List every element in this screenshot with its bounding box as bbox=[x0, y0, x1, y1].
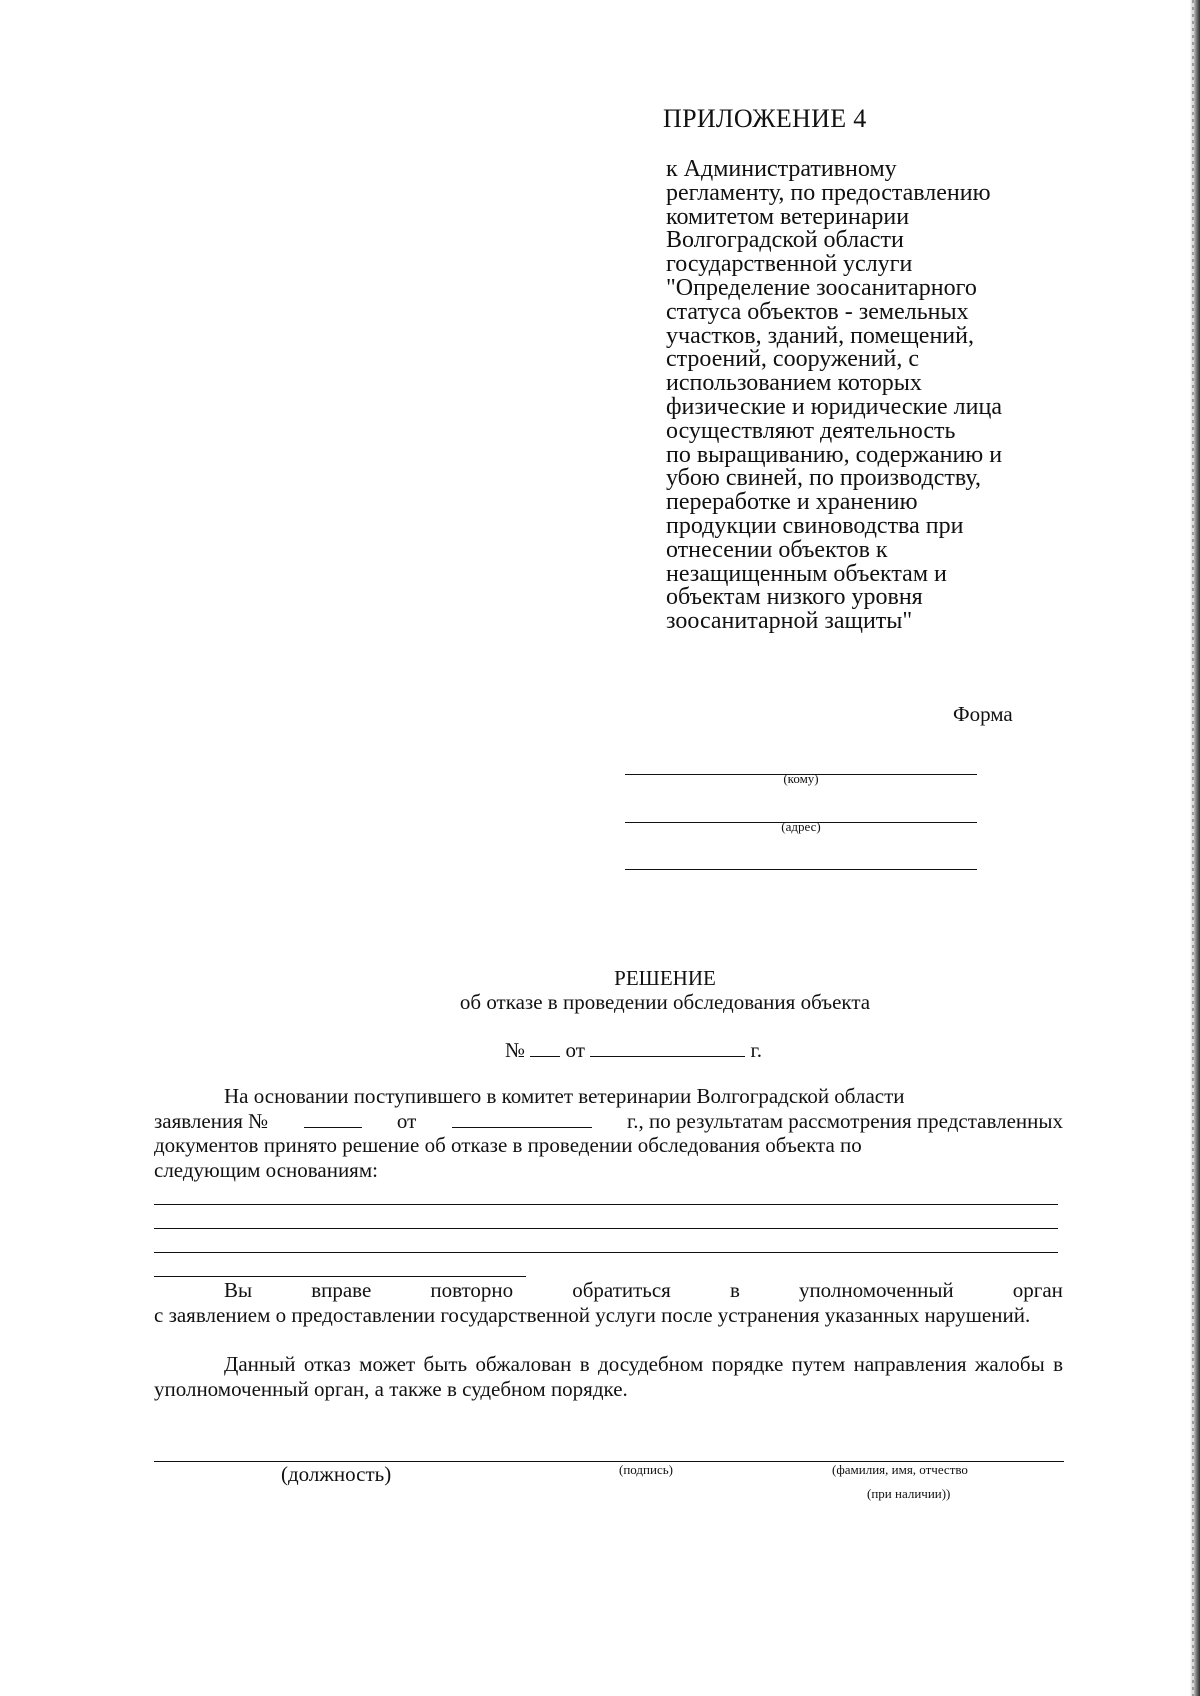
application-number-label: заявления № bbox=[154, 1108, 269, 1133]
decision-title: РЕШЕНИЕ bbox=[614, 966, 716, 990]
application-line-rest: г., по результатам рассмотрения представленных bbox=[627, 1108, 1063, 1133]
appendix-line: к Административному bbox=[666, 156, 897, 182]
decision-date-blank[interactable] bbox=[590, 1038, 745, 1057]
recipient-address-line-2[interactable] bbox=[625, 869, 977, 870]
appendix-line: Волгоградской области bbox=[666, 227, 904, 254]
appendix-description bbox=[666, 158, 1086, 634]
application-date-from: от bbox=[396, 1108, 417, 1133]
appendix-line: переработке и хранению bbox=[666, 489, 918, 516]
word: повторно bbox=[430, 1278, 514, 1302]
word: Вы bbox=[224, 1278, 253, 1302]
appendix-title: ПРИЛОЖЕНИЕ 4 bbox=[663, 104, 867, 133]
appendix-line: "Определение зоосанитарного bbox=[666, 274, 977, 301]
appendix-line: государственной услуги bbox=[666, 251, 913, 278]
appendix-line: зоосанитарной защиты" bbox=[666, 608, 913, 635]
word: орган bbox=[1012, 1278, 1063, 1302]
signature-caption: (подпись) bbox=[619, 1462, 673, 1477]
number-sign: № bbox=[505, 1038, 526, 1062]
scan-edge bbox=[1190, 0, 1200, 1696]
appeal-paragraph bbox=[154, 1352, 1063, 1401]
form-label: Форма bbox=[953, 702, 1013, 726]
basis-line-3: документов принято решение об отказе в проведении обследования объекта по bbox=[154, 1133, 862, 1157]
appendix-line: осуществляют деятельность bbox=[666, 417, 956, 444]
word: вправе bbox=[311, 1278, 372, 1302]
appendix-line: участков, зданий, помещений, bbox=[666, 322, 974, 349]
reapply-line-1 bbox=[154, 1278, 1063, 1303]
appendix-line: комитетом ветеринарии bbox=[666, 203, 910, 230]
reapply-text: с заявлением о предоставлении государственной услуги после устранения указанных нарушений. bbox=[154, 1302, 1031, 1327]
basis-line-4: следующим основаниям: bbox=[154, 1157, 378, 1182]
date-from-label: от bbox=[565, 1038, 585, 1062]
name-caption-line-2: (при наличии)) bbox=[867, 1486, 951, 1501]
appendix-line: регламенту, по предоставлению bbox=[666, 179, 991, 206]
basis-paragraph bbox=[154, 1084, 1063, 1182]
appendix-line: физические и юридические лица bbox=[666, 393, 1002, 420]
appendix-line: продукции свиноводства при bbox=[666, 512, 964, 539]
basis-line-1: На основании поступившего в комитет ветеринарии Волгоградской области bbox=[224, 1084, 905, 1108]
application-date-blank[interactable] bbox=[452, 1109, 592, 1128]
year-suffix: г. bbox=[750, 1038, 762, 1062]
word: в bbox=[729, 1278, 740, 1302]
appendix-line: по выращиванию, содержанию и bbox=[666, 441, 1003, 468]
word: уполномоченный bbox=[798, 1278, 954, 1302]
appendix-line: строений, сооружений, с bbox=[666, 346, 920, 373]
reason-line-3[interactable] bbox=[154, 1252, 1058, 1253]
position-caption: (должность) bbox=[281, 1462, 392, 1486]
reason-line-2[interactable] bbox=[154, 1228, 1058, 1229]
appendix-line: незащищенным объектам и bbox=[666, 560, 947, 587]
word: обратиться bbox=[572, 1278, 671, 1302]
appendix-line: использованием которых bbox=[666, 370, 922, 397]
appendix-line: статуса объектов - земельных bbox=[666, 298, 969, 325]
appeal-text: Данный отказ может быть обжалован в досудебном порядке путем направления жалобы в уполномоченный орган, а также в судебном порядке. bbox=[154, 1352, 1063, 1401]
name-caption-line-1: (фамилия, имя, отчество bbox=[832, 1462, 968, 1477]
decision-number-blank[interactable] bbox=[530, 1038, 560, 1057]
recipient-address-caption: (адрес) bbox=[781, 819, 821, 834]
reapply-paragraph bbox=[154, 1278, 1063, 1327]
application-number-blank[interactable] bbox=[304, 1109, 362, 1128]
reason-line-4[interactable] bbox=[154, 1276, 526, 1277]
basis-line-2 bbox=[154, 1109, 1063, 1134]
reason-line-1[interactable] bbox=[154, 1204, 1058, 1205]
appendix-line: отнесении объектов к bbox=[666, 536, 888, 563]
decision-number-line bbox=[505, 1038, 762, 1063]
decision-subtitle: об отказе в проведении обследования объекта bbox=[459, 990, 871, 1014]
recipient-to-caption: (кому) bbox=[783, 771, 819, 786]
appendix-line: объектам низкого уровня bbox=[666, 584, 923, 611]
appendix-line: убою свиней, по производству, bbox=[666, 465, 981, 492]
